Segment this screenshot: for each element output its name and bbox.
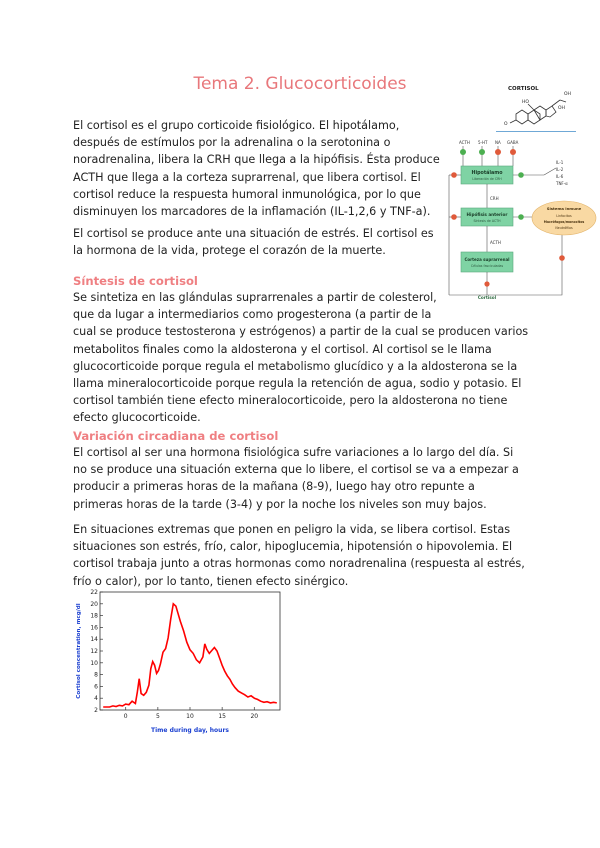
immune-line-3: Neutrófilos <box>555 226 573 230</box>
atom-oh-side: OH <box>558 106 565 111</box>
sintesis-line: que da lugar a intermediarios como progesterona (a partir de la <box>73 308 432 322</box>
pituitary-sub: Síntesis de ACTH <box>473 219 501 223</box>
input-gaba: GABA <box>507 140 519 145</box>
y-tick-label: 4 <box>94 695 98 703</box>
x-tick-label: 0 <box>123 713 128 720</box>
atom-ho: HO <box>522 100 529 105</box>
adrenal-title: Corteza suprarrenal <box>464 257 510 262</box>
sintesis-line: cortisol también tiene efecto mineralocorticoide, pero la aldosterona no tiene <box>73 394 508 408</box>
sintesis-line: Se sintetiza en las glándulas suprarrenales a partir de colesterol, <box>73 291 437 304</box>
y-tick-label: 6 <box>94 683 98 691</box>
x-axis-label: Time during day, hours <box>151 727 229 734</box>
extremas-paragraph <box>73 521 525 590</box>
sintesis-line: glucocorticoide porque regula el metabolismo glucídico y a la aldosterona se la <box>73 359 518 373</box>
title-rule <box>496 131 576 132</box>
immune-line-2: Macrófagos/monocitos <box>543 220 585 224</box>
stress-line: la hormona de la vida, protege el corazón de la muerte. <box>73 244 386 258</box>
cytokine-il6: IL-6 <box>556 174 564 179</box>
sintesis-paragraph <box>73 289 528 427</box>
intro-line: ACTH que llega a la corteza suprarrenal, que libera cortisol. El <box>73 170 421 184</box>
page-title: Tema 2. Glucocorticoides <box>193 74 407 94</box>
stress-line: El cortisol se produce ante una situación de estrés. El cortisol es <box>73 227 434 240</box>
cortisol-structure <box>494 82 584 132</box>
cytokine-tnf: TNF-α <box>556 181 568 186</box>
cortisol-chart <box>72 586 286 738</box>
cortisol-output-label: Cortisol <box>477 295 497 300</box>
intro-line: El cortisol es el grupo corticoide fisiológico. El hipotálamo, <box>73 119 400 132</box>
extremas-line: cortisol trabaja junto a otras hormonas como noradrenalina (respuesta al estrés, <box>73 557 525 571</box>
input-5ht: 5-HT <box>478 140 488 145</box>
adrenal-sub: Células fasciculadas <box>470 264 504 268</box>
sintesis-line: metabolitos finales como la aldosterona y el cortisol. Al cortisol se le llama <box>73 342 492 356</box>
variacion-line: El cortisol al ser una hormona fisiológica sufre variaciones a lo largo del día. Si <box>73 446 514 459</box>
steroid-rings <box>510 100 566 124</box>
y-tick-label: 8 <box>94 671 98 679</box>
input-arrows <box>463 146 513 166</box>
sintesis-line: efecto glucocorticoide. <box>73 411 201 425</box>
intro-line: cortisol reduce la respuesta humoral inmunológica, por lo que <box>73 187 421 201</box>
variacion-line: producir a primeras horas de la mañana (8-9), luego hay otro repunte a <box>73 480 475 494</box>
y-tick-label: 10 <box>90 659 98 667</box>
stress-paragraph <box>73 225 434 259</box>
extremas-line: situaciones son estrés, frío, calor, hipoglucemia, hipotensión o hipovolemia. El <box>73 540 513 554</box>
x-tick-label: 20 <box>250 713 259 720</box>
hypothalamus-title: Hipotálamo <box>471 171 503 176</box>
variacion-line: no se produce una situación externa que lo libere, el cortisol se va a empezar a <box>73 463 519 477</box>
atom-oh-top: OH <box>564 92 571 97</box>
hypothalamus-sub: Liberación de CRH <box>472 177 502 181</box>
y-tick-label: 16 <box>90 624 98 632</box>
input-na: NA <box>495 140 501 145</box>
acth-label: ACTH <box>490 240 501 245</box>
pituitary-title: Hipófisis anterior <box>466 212 508 217</box>
hpa-axis-diagram <box>444 138 600 300</box>
x-tick-label: 15 <box>218 713 226 720</box>
sintesis-line: llama mineralocorticoide porque regula la retención de agua, sodio y potasio. El <box>73 377 522 391</box>
crh-label: CRH <box>490 196 499 201</box>
intro-line: noradrenalina, libera la CRH que llega a la hipófisis. Ésta produce <box>73 153 440 167</box>
immune-title: Sistema inmune <box>546 206 582 211</box>
adrenal-box <box>461 252 513 272</box>
x-tick-label: 10 <box>186 713 194 720</box>
y-tick-label: 2 <box>94 707 98 714</box>
y-tick-label: 14 <box>90 636 98 644</box>
cytokine-il1: IL-1 <box>556 160 564 165</box>
intro-paragraph <box>73 117 440 220</box>
variacion-line: primeras horas de la tarde (3-4) y por la noche los niveles son muy bajos. <box>73 497 487 511</box>
atom-o: O <box>504 122 508 127</box>
y-tick-label: 18 <box>90 612 98 620</box>
y-tick-label: 20 <box>90 600 98 608</box>
y-tick-label: 22 <box>90 589 98 596</box>
sintesis-line: cual se produce testosterona y estrógenos) a partir de la cual se producen varios <box>73 325 529 339</box>
x-tick-label: 5 <box>155 713 160 720</box>
cytokine-il2: IL-2 <box>556 167 564 172</box>
extremas-line: En situaciones extremas que ponen en peligro la vida, se libera cortisol. Estas <box>73 523 511 536</box>
y-tick-label: 12 <box>90 648 98 655</box>
section-heading-sintesis: Síntesis de cortisol <box>73 274 198 288</box>
intro-line: disminuyen los marcadores de la inflamación (IL-1,2,6 y TNF-a). <box>73 205 431 219</box>
input-signs <box>460 149 516 155</box>
pituitary-box <box>461 208 513 226</box>
intro-line: después de estímulos por la adrenalina o la serotonina o <box>73 136 391 150</box>
extremas-line: frío o calor), por lo tanto, tienen efecto sinérgico. <box>73 574 349 588</box>
variacion-paragraph <box>73 444 519 513</box>
section-heading-variacion: Variación circadiana de cortisol <box>73 429 279 443</box>
immune-line-1: Linfocitos <box>556 214 572 218</box>
molecule-label: CORTISOL <box>508 86 539 92</box>
y-axis-label: Cortisol concentration, mcg/dl <box>76 603 82 699</box>
input-acth: ACTH <box>459 140 470 145</box>
